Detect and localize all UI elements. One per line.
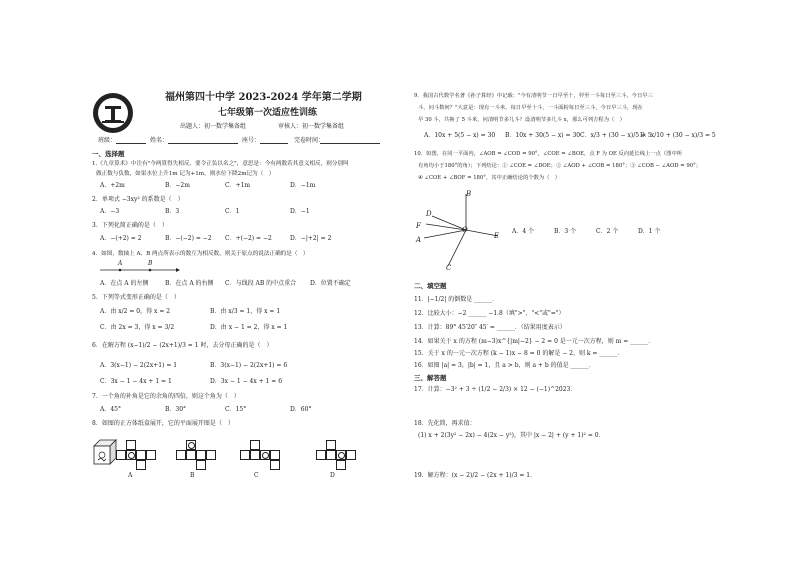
q9-text: 9．我国古代数学名著《孙子算经》中记载："今有清明节一日早至十，羿至一斗每日至三斗，今日早三 bbox=[414, 93, 653, 99]
q1-text: 1.《九章算术》中注有"今两算得失相反，要令正负以名之"，意思是：今有两数若其意义相反，则分别叫 bbox=[92, 161, 349, 167]
q9-option-d[interactable]: D．x/10 + (30 − x)/3 = 5 bbox=[640, 132, 716, 139]
school-year-title: 福州第四十中学 2023-2024 学年第二学期 bbox=[165, 92, 362, 103]
section-fill: 二、填空题 bbox=[414, 282, 447, 290]
q10-text-3: ④ ∠COE + ∠BOF = 180°，其中正确结论的个数为（ ） bbox=[418, 175, 561, 181]
number-line bbox=[100, 260, 180, 274]
setter-label: 出题人：初一数学集备组 bbox=[180, 123, 247, 130]
numberline-label-b: B bbox=[148, 260, 153, 267]
q1-option-c[interactable]: C．+1m bbox=[225, 182, 251, 189]
q5-option-b[interactable]: B．由 x/3 = 1，得 x = 1 bbox=[210, 308, 281, 315]
net-label-d: D bbox=[330, 472, 335, 479]
q15-text: 15．关于 x 的一元一次方程 (k − 1)x − 8 = 0 的解是 − 2，则 k = ______． bbox=[414, 350, 624, 357]
q5-option-a[interactable]: A．由 x/2 = 0，得 x = 2 bbox=[100, 308, 171, 315]
q6-option-b[interactable]: B．3(x−1) − 2(2x+1) = 6 bbox=[210, 362, 288, 369]
q17-text: 17．计算：−3² + 3 ÷ (1/2 − 2/3) × 12 − (−1)^2023． bbox=[414, 386, 577, 393]
net-label-a: A bbox=[128, 472, 133, 479]
q2-text: 2．单项式 −3xy² 的系数是（ ） bbox=[92, 196, 184, 203]
q7-text: 7．一个角的补角是它的余角的四倍，则这个角为（ ） bbox=[92, 393, 240, 400]
class-label: 班级： bbox=[98, 137, 117, 144]
q10-option-a[interactable]: A．4 个 bbox=[512, 228, 535, 235]
q13-text: 13．计算：89° 45′20″ 45′ = ______．（结果用度表示） bbox=[414, 324, 566, 331]
fig-label-c: C bbox=[446, 264, 452, 272]
q10-option-b[interactable]: B．3 个 bbox=[554, 228, 577, 235]
q7-option-a[interactable]: A．45° bbox=[100, 406, 121, 413]
seat-blank[interactable] bbox=[260, 143, 288, 144]
q9-option-b[interactable]: B．10x + 30(5 − x) = 30 bbox=[505, 132, 581, 139]
q4-option-a[interactable]: A．在点 A 的左侧 bbox=[100, 280, 149, 287]
name-label: 姓名： bbox=[150, 137, 169, 144]
numberline-label-a: A bbox=[118, 260, 123, 267]
q16-text: 16．如图 |a| = 3，|b| = 1，且 a > b，则 a + b 的值是 ______． bbox=[414, 362, 595, 369]
section-choice: 一、选择题 bbox=[92, 150, 125, 158]
q3-text: 3．下列化简正确的是（ ） bbox=[92, 222, 168, 229]
q4-option-c[interactable]: C．与线段 AB 的中点重合 bbox=[225, 280, 297, 287]
q1-option-b[interactable]: B．−2m bbox=[165, 182, 190, 189]
name-blank[interactable] bbox=[168, 143, 238, 144]
q18-text: 18．先化简，再求值： bbox=[414, 420, 476, 427]
q14-text: 14．如果关于 x 的方程 (m−3)x^{|m|−2} − 2 = 0 是一元一次方程，则 m = ______． bbox=[414, 338, 655, 345]
q3-option-b[interactable]: B．−(−2) = −2 bbox=[165, 235, 212, 242]
q1-option-d[interactable]: D．−1m bbox=[290, 182, 316, 189]
q5-option-d[interactable]: D．由 x − 1 = 2，得 x = 1 bbox=[210, 324, 288, 331]
cube-figure bbox=[92, 438, 118, 466]
q2-option-d[interactable]: D．−1 bbox=[290, 208, 310, 215]
fig-label-a: A bbox=[416, 236, 422, 244]
q10-option-c[interactable]: C．2 个 bbox=[596, 228, 619, 235]
q5-option-c[interactable]: C．由 2x = 3，得 x = 3/2 bbox=[100, 324, 175, 331]
q8-text: 8．如图的正方体纸盒展开，它的平面展开图是（ ） bbox=[92, 420, 234, 427]
q7-option-c[interactable]: C．15° bbox=[225, 406, 247, 413]
fig-label-e: E bbox=[494, 232, 500, 240]
q7-option-b[interactable]: B．30° bbox=[165, 406, 187, 413]
q6-option-a[interactable]: A．3(x−1) − 2(2x+1) = 1 bbox=[100, 362, 178, 369]
q9-text-3: 早 30 斗，共换了 5 斗米，问清明节多几斗？设清明节多几斗 x，那么可列方程为（ ） bbox=[418, 117, 625, 123]
q2-option-c[interactable]: C．1 bbox=[225, 208, 240, 215]
q6-option-d[interactable]: D．3x − 1 − 4x + 1 = 6 bbox=[210, 378, 283, 385]
q18-text-2: (1) x + 2(3y² − 2x) − 4(2x − y²)，其中 |x − 2| + (y + 1)² = 0． bbox=[418, 432, 605, 439]
q10-option-d[interactable]: D．1 个 bbox=[638, 228, 661, 235]
seat-label: 座号： bbox=[242, 137, 261, 144]
time-blank[interactable] bbox=[320, 143, 380, 144]
exam-title: 七年级第一次适应性训练 bbox=[218, 108, 318, 118]
reviewer-label: 审核人：初一数学集备组 bbox=[278, 123, 345, 130]
q9-option-c[interactable]: C．x/3 + (30 − x)/5 = 5 bbox=[580, 132, 652, 139]
q2-option-a[interactable]: A．−3 bbox=[100, 208, 120, 215]
net-label-b: B bbox=[190, 472, 195, 479]
fig-label-f: F bbox=[416, 222, 421, 230]
net-label-c: C bbox=[254, 472, 259, 479]
q3-option-d[interactable]: D．−|+2| = 2 bbox=[290, 235, 332, 242]
q19-text: 19．解方程：(x − 2)/2 − (2x + 1)/3 = 1． bbox=[414, 472, 537, 479]
q3-option-a[interactable]: A．−(+2) = 2 bbox=[100, 235, 142, 242]
section-solve: 三、解答题 bbox=[414, 374, 447, 382]
q1-text-2: 做正数与负数，如果水位上升1m 记为+1m，则水位下降2m记为（ ） bbox=[96, 171, 275, 177]
class-blank[interactable] bbox=[116, 143, 146, 144]
time-label: 完卷时间： bbox=[294, 137, 325, 144]
q4-option-b[interactable]: B．在点 A 的右侧 bbox=[165, 280, 214, 287]
q7-option-d[interactable]: D．60° bbox=[290, 406, 312, 413]
q5-text: 5．下列等式变形正确的是（ ） bbox=[92, 294, 180, 301]
q12-text: 12．比较大小：−2 ______ −1.8（填">"、"<"或"="） bbox=[414, 310, 565, 317]
fig-label-d: D bbox=[426, 210, 432, 218]
q4-option-d[interactable]: D．位置不确定 bbox=[310, 280, 351, 287]
q6-text: 6．在解方程 (x−1)/2 − (2x+1)/3 = 1 时，去分母正确的是（ ） bbox=[92, 342, 273, 349]
q9-text-2: 斗，问斗数何？"大意是：现有一斗米，每日早至十斗，一斗面粉每日至三斗，今日早三斗，现在 bbox=[418, 105, 643, 111]
q6-option-c[interactable]: C．3x − 1 − 4x + 1 = 1 bbox=[100, 378, 172, 385]
q11-text: 11．|−1/2| 的倒数是 ______． bbox=[414, 296, 499, 303]
fig-label-o: O bbox=[462, 226, 468, 234]
q10-text: 10．如图，在同一平面内，∠AOB = ∠COD = 90°，∠COE = ∠BOE，点 F 为 OE 反向延长线上一点（图中所 bbox=[414, 151, 683, 157]
q9-option-a[interactable]: A．10x + 5(5 − x) = 30 bbox=[424, 132, 496, 139]
q4-text: 4．如图，数轴上 A、B 两点所表示的数互为相反数，则关于原点的说法正确的是（ ） bbox=[92, 251, 309, 257]
q10-text-2: 有角均小于180°的角）；下列结论：① ∠COE = ∠DOE；② ∠AOD + ∠COB = 180°；③ ∠COB − ∠AOD = 90°； bbox=[418, 163, 702, 169]
q2-option-b[interactable]: B．3 bbox=[165, 208, 180, 215]
q1-option-a[interactable]: A．+2m bbox=[100, 182, 125, 189]
school-logo bbox=[92, 92, 134, 134]
fig-label-b: B bbox=[466, 190, 472, 198]
q3-option-c[interactable]: C．+(−2) = −2 bbox=[225, 235, 272, 242]
